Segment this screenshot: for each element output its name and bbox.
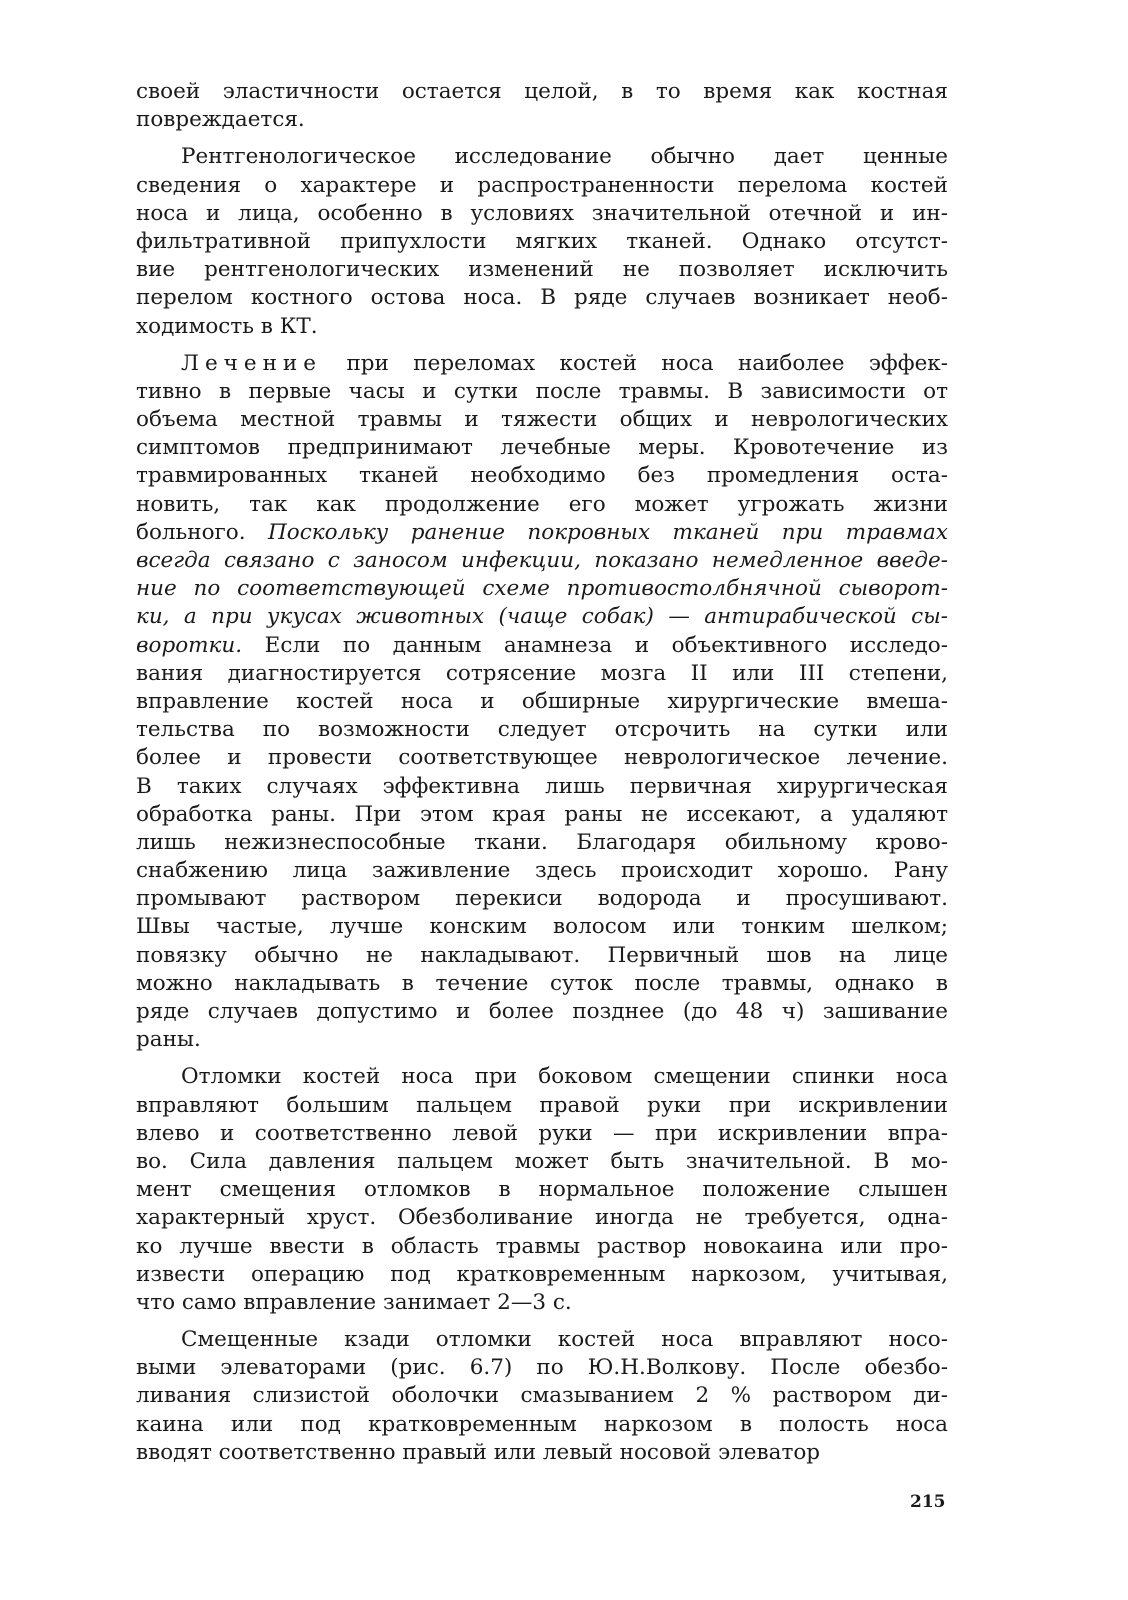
text-line: более и провести соответствующее неврологическое лечение. [136, 745, 948, 771]
text-line: травмированных тканей необходимо без промедления оста- [136, 463, 948, 489]
text-line: промывают раствором перекиси водорода и просушивают. [136, 886, 948, 912]
text-line [136, 350, 948, 378]
text-line: тельства по возможности следует отсрочить на сутки или [136, 717, 948, 743]
italic-text-run: воротки. [136, 632, 243, 658]
text-line: новить, так как продолжение его может угрожать жизни [136, 491, 948, 517]
text-line: своей эластичности остается целой, в то время как костная [136, 79, 948, 104]
text-line: вправление костей носа и обширные хирургические вмеша- [136, 688, 948, 714]
text-line: вводят соответственно правый или левый носовой элеватор [136, 1439, 821, 1465]
text-line: Отломки костей носа при боковом смещении спинки носа [181, 1064, 948, 1090]
text-line: повреждается. [136, 107, 305, 133]
text-line: повязку обычно не накладывают. Первичный шов на лице [136, 942, 948, 968]
paragraph [136, 78, 948, 134]
text-line: что само вправление занимает 2—3 с. [136, 1289, 572, 1315]
text-line: Смещенные кзади отломки костей носа вправляют носо- [181, 1327, 948, 1353]
text-line: вания диагностируется сотрясение мозга II или III степени, [136, 660, 948, 686]
text-line: тивно в первые часы и сутки после травмы. В зависимости от [136, 378, 948, 404]
paragraph [136, 143, 948, 340]
text-line: ко лучше ввести в область травмы раствор новокаина или про- [136, 1233, 948, 1259]
italic-text-run: Поскольку ранение покровных тканей при травмах [268, 519, 948, 545]
text-line: выми элеваторами (рис. 6.7) по Ю.Н.Волкову. После обезбо- [136, 1355, 948, 1381]
text-line: обработка раны. При этом края раны не иссекают, а удаляют [136, 801, 948, 827]
text-line: сведения о характере и распространенности перелома костей [136, 172, 948, 198]
paragraph [136, 1326, 948, 1467]
paragraph [136, 1063, 948, 1317]
text-line: Швы частые, лучше конским волосом или тонким шелком; [136, 914, 948, 940]
page-body [136, 78, 948, 1467]
text-line: вие рентгенологических изменений не позволяет исключить [136, 257, 948, 283]
text-line: характерный хруст. Обезболивание иногда не требуется, одна- [136, 1205, 948, 1231]
text-line [136, 632, 948, 660]
italic-text-line: ки, а при укусах животных (чаще собак) — антирабической сы- [136, 604, 948, 630]
text-line: симптомов предпринимают лечебные меры. Кровотечение из [136, 435, 948, 461]
text-line: ходимость в КТ. [136, 313, 318, 339]
text-line: перелом костного остова носа. В ряде случаев возникает необ- [136, 285, 948, 311]
text-line: влево и соответственно левой руки — при искривлении впра- [136, 1120, 948, 1146]
text-line: объема местной травмы и тяжести общих и неврологических [136, 407, 948, 433]
text-line: раны. [136, 1027, 201, 1053]
text-line: мент смещения отломков в нормальное положение слышен [136, 1177, 948, 1203]
text-line: лишь нежизнеспособные ткани. Благодаря обильному крово- [136, 829, 948, 855]
page-number: 215 [910, 1492, 946, 1512]
text-line [136, 519, 948, 547]
text-line: каина или под кратковременным наркозом в полость носа [136, 1411, 948, 1437]
text-line: ливания слизистой оболочки смазыванием 2 % раствором ди- [136, 1383, 948, 1409]
text-line: можно накладывать в течение суток после травмы, однако в [136, 970, 948, 996]
text-line: ряде случаев допустимо и более позднее (до 48 ч) зашивание [136, 999, 948, 1024]
text-run: Если по данным анамнеза и объективного исследо- [242, 632, 948, 658]
text-line: В таких случаях эффективна лишь первичная хирургическая [136, 773, 948, 799]
italic-text-line: ние по соответствующей схеме противостолбнячной сыворот- [136, 576, 948, 602]
text-run: при переломах костей носа наиболее эффек- [322, 350, 948, 376]
text-line: снабжению лица заживление здесь происходит хорошо. Рану [136, 858, 948, 884]
text-run: больного. [136, 519, 269, 545]
spaced-heading-word: Лечение [181, 350, 322, 376]
text-line: вправляют большим пальцем правой руки при искривлении [136, 1092, 948, 1118]
text-line: фильтративной припухлости мягких тканей. Однако отсутст- [136, 228, 948, 254]
text-line: Рентгенологическое исследование обычно дает ценные [181, 144, 948, 170]
text-line: во. Сила давления пальцем может быть значительной. В мо- [136, 1148, 948, 1174]
italic-text-line: всегда связано с заносом инфекции, показано немедленное введе- [136, 548, 948, 573]
text-line: носа и лица, особенно в условиях значительной отечной и ин- [136, 200, 948, 226]
text-line: извести операцию под кратковременным наркозом, учитывая, [136, 1261, 948, 1287]
paragraph [136, 350, 948, 1055]
